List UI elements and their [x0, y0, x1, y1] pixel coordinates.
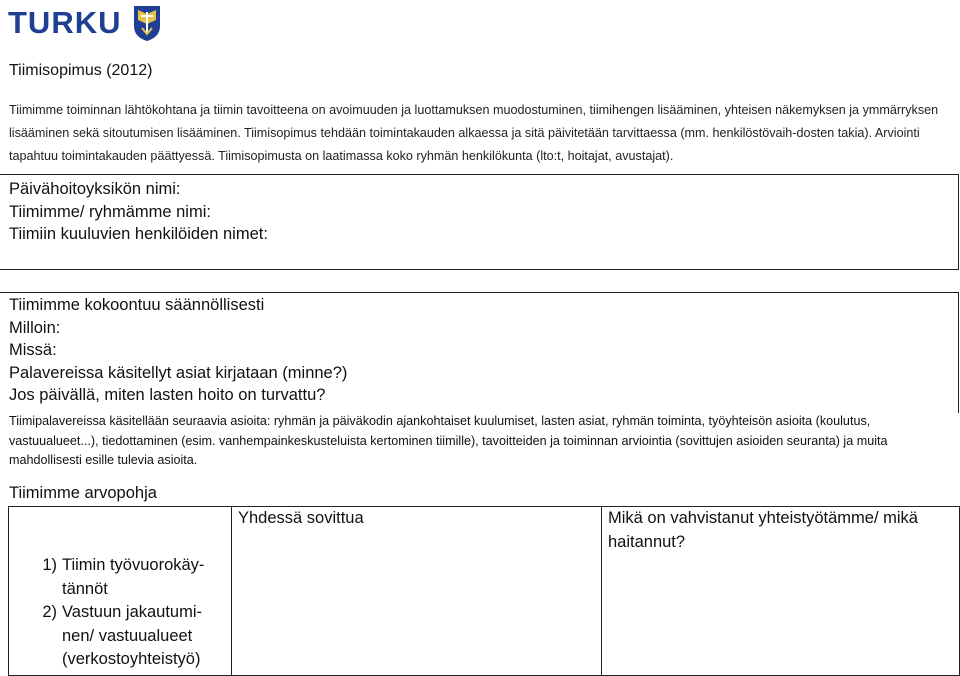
- intro-paragraph: Tiimimme toiminnan lähtökohtana ja tiimin tavoitteena on avoimuuden ja luottamuksen muodostuminen, tiimihengen lisääminen, yhteisen näkemyksen ja ymmärryksen lisääminen sekä sitoutumisen lisääminen. Tiimisopimus tehdään toimintakauden alkaessa ja sitä päivitetään tarvittaessa (mm. henkilöstövaih-dosten takia). Arviointi tapahtuu toimintakauden päättyessä. Tiimisopimusta on laatimassa koko ryhmän henkilökunta (lto:t, hoitajat, avustajat).: [9, 103, 939, 163]
- table-row: [9, 507, 960, 676]
- items-list: [9, 554, 231, 672]
- agreed-header: Yhdessä sovittua: [238, 509, 364, 527]
- reflection-header: Mikä on vahvistanut yhteistyötämme/ mikä haitannut?: [608, 509, 918, 551]
- header: [8, 0, 162, 46]
- meeting-where-label: Missä:: [9, 341, 57, 359]
- items-cell: [9, 507, 232, 676]
- values-table: [8, 506, 960, 676]
- values-title: Tiimimme arvopohja: [9, 484, 157, 502]
- turku-logo-text: TURKU: [8, 5, 122, 40]
- meeting-regular-label: Tiimimme kokoontuu säännöllisesti: [9, 296, 265, 314]
- meeting-topics-paragraph: Tiimipalavereissa käsitellään seuraavia asioita: ryhmän ja päiväkodin ajankohtaiset kuulumiset, lasten asiat, ryhmän toiminta, työyhteisön asioita (koulutus, vastuualueet...), tiedottaminen (esim. vanhempainkeskusteluista kertominen tiimille), tavoitteiden ja toiminnan arviointia (sovittujen asioiden seuranta) ja muita mahdollisesti esille tulevia asioita.: [9, 414, 888, 467]
- reflection-cell: [602, 507, 960, 676]
- meeting-minutes-label: Palavereissa käsitellyt asiat kirjataan (minne?): [9, 363, 348, 382]
- meeting-info-box: [0, 292, 959, 413]
- item-number: 2): [42, 603, 57, 621]
- childcare-label: Jos päivällä, miten lasten hoito on turvattu?: [9, 386, 326, 404]
- document-title: Tiimisopimus (2012): [9, 62, 153, 79]
- agreed-cell: [232, 507, 602, 676]
- list-item: [9, 601, 231, 672]
- item-number: 1): [42, 556, 57, 574]
- unit-name-label: Päivähoitoyksikön nimi:: [9, 180, 181, 198]
- item-text: Vastuun jakautumi-nen/ vastuualueet (verkostoyhteistyö): [62, 603, 203, 668]
- team-members-label: Tiimiin kuuluvien henkilöiden nimet:: [9, 225, 268, 243]
- list-item: [9, 554, 231, 601]
- team-info-box: [0, 174, 959, 270]
- turku-crest-icon: [132, 4, 162, 42]
- meeting-when-label: Milloin:: [9, 318, 61, 337]
- team-name-label: Tiimimme/ ryhmämme nimi:: [9, 202, 211, 221]
- item-text: Tiimin työvuorokäy-tännöt: [62, 556, 205, 598]
